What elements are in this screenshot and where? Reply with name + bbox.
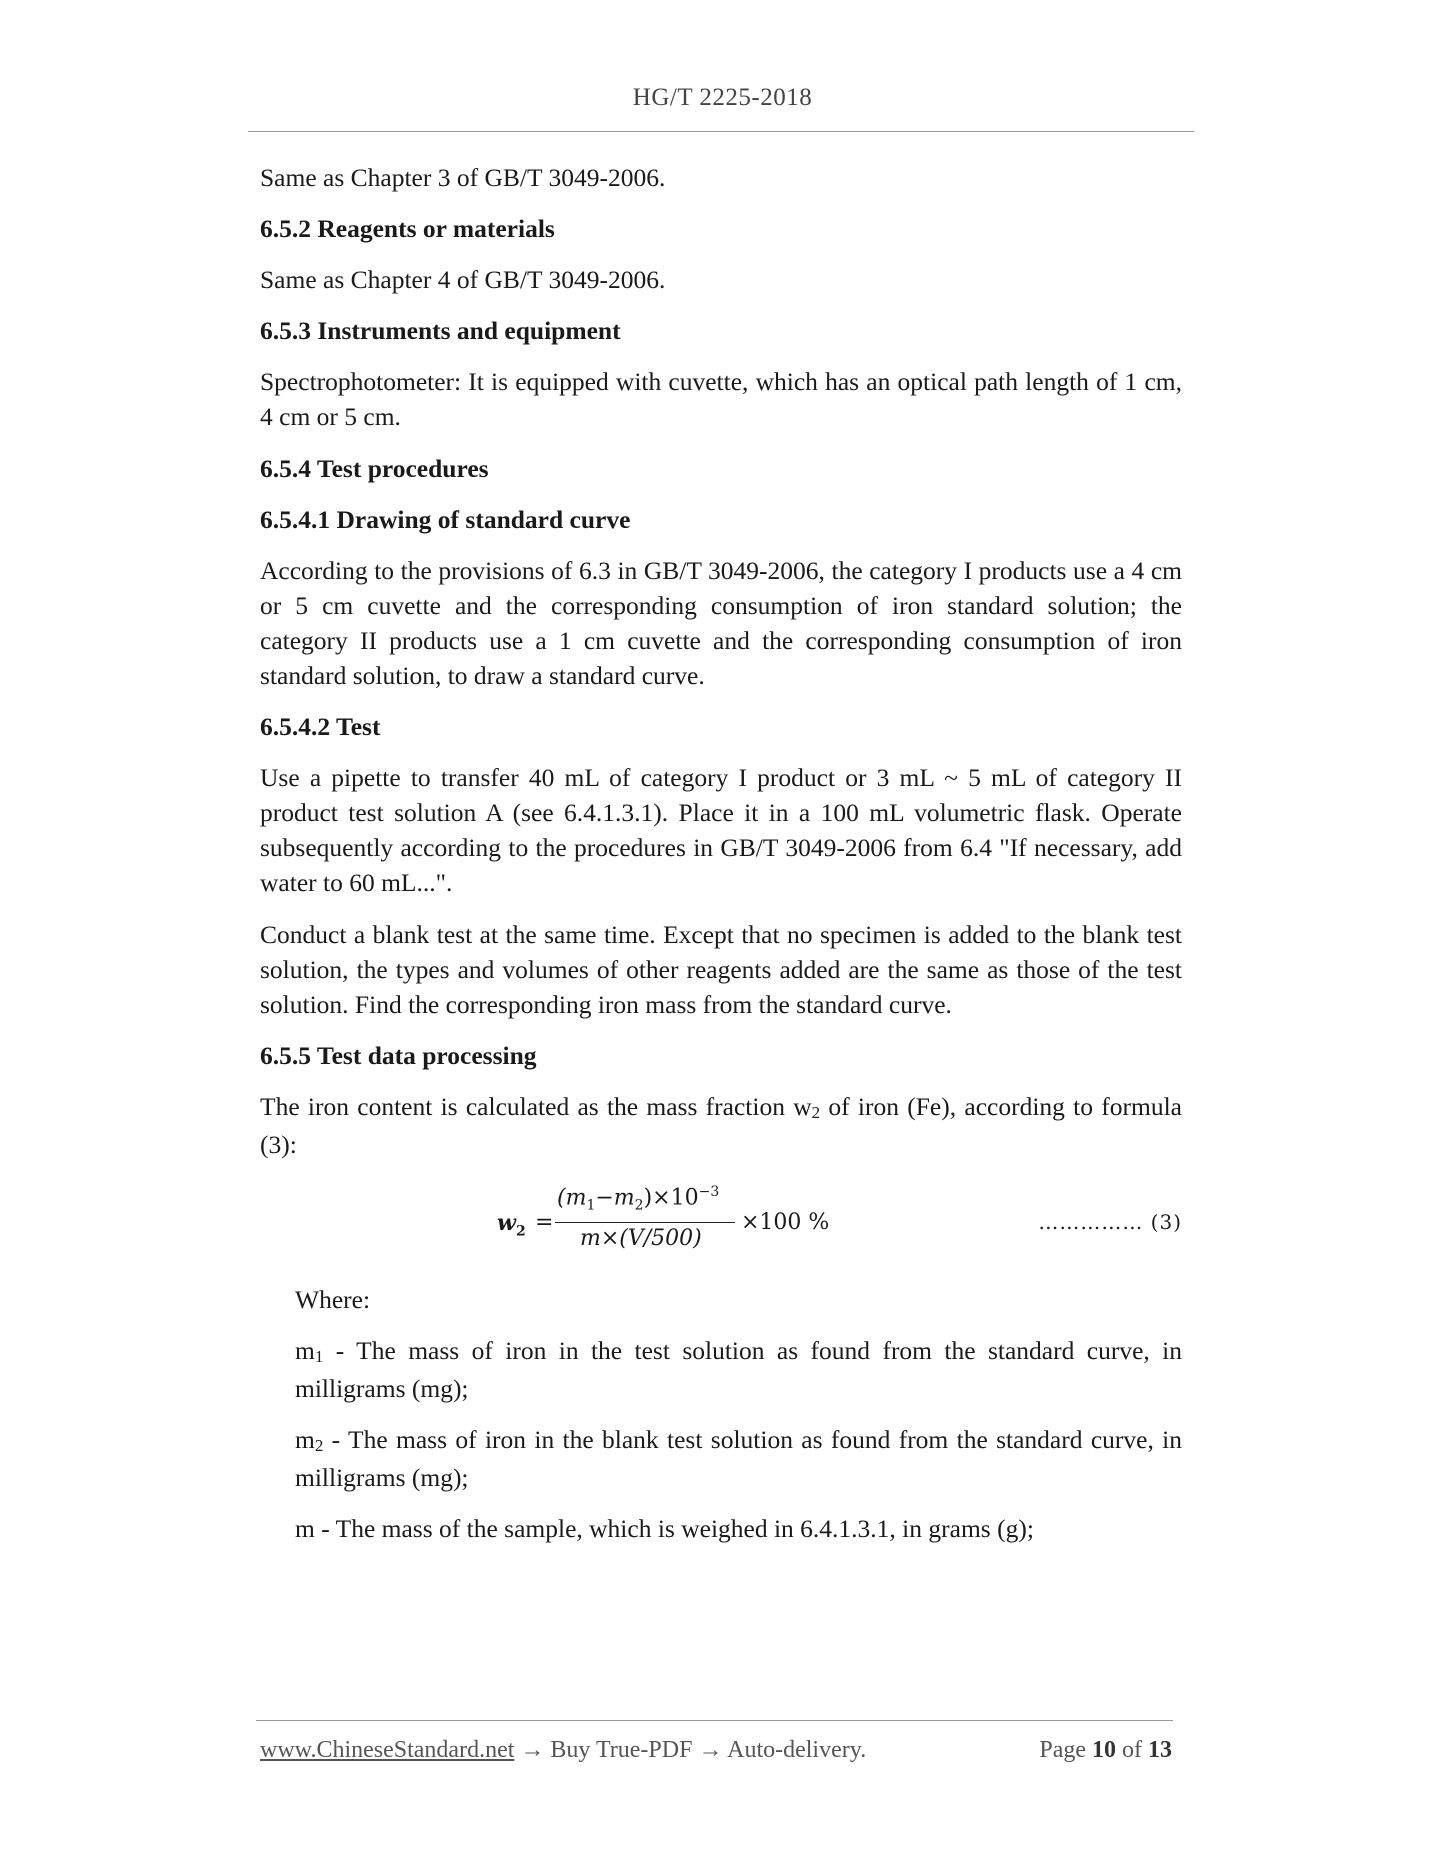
page-number: Page 10 of 13 (1039, 1737, 1172, 1763)
running-header: HG/T 2225-2018 (632, 84, 813, 111)
definition-m: m - The mass of the sample, which is weighed in 6.4.1.3.1, in grams (g); (295, 1514, 1034, 1543)
footer-divider (256, 1720, 1173, 1721)
definition-m2: m2 - The mass of iron in the blank test solution as found from the standard curve, in milligrams (mg); (295, 1425, 1182, 1492)
footer-tagline: → Buy True-PDF → Auto-delivery. (514, 1737, 867, 1763)
heading-6-5-4-1: 6.5.4.1 Drawing of standard curve (260, 505, 631, 534)
formula-3 (260, 1184, 1182, 1264)
formula-lhs: $w_2$ (497, 1210, 526, 1240)
formula-denominator: m×(V/500) (580, 1226, 702, 1251)
formula-number: …………… (3) (1038, 1210, 1182, 1234)
paragraph-test: Use a pipette to transfer 40 mL of category I product or 3 mL ~ 5 mL of category II product test solution A (see 6.4.1.3.1). Place it in a 100 mL volumetric flask. Operate subsequently according to the procedures in GB/T 3049-2006 from 6.4 "If necessary, add water to 60 mL...". (260, 763, 1182, 897)
paragraph-iron-content: The iron content is calculated as the mass fraction w2 of iron (Fe), according to formula (3): (260, 1092, 1183, 1159)
heading-6-5-4-2: 6.5.4.2 Test (260, 712, 381, 741)
definition-m1: m1 - The mass of iron in the test solution as found from the standard curve, in milligrams (mg); (295, 1336, 1182, 1403)
paragraph-chapter3: Same as Chapter 3 of GB/T 3049-2006. (260, 163, 666, 192)
where-label: Where: (295, 1285, 371, 1314)
heading-6-5-3: 6.5.3 Instruments and equipment (260, 316, 621, 345)
paragraph-spectrophotometer: Spectrophotometer: It is equipped with cuvette, which has an optical path length of 1 cm, 4 cm or 5 cm. (260, 367, 1182, 431)
heading-6-5-4: 6.5.4 Test procedures (260, 454, 489, 483)
formula-multiplier: ×100 % (741, 1210, 830, 1235)
paragraph-chapter4: Same as Chapter 4 of GB/T 3049-2006. (260, 265, 666, 294)
formula-numerator: $(m_1-m_2)\times 10^{-3}$ (557, 1184, 720, 1214)
paragraph-standard-curve: According to the provisions of 6.3 in GB/T 3049-2006, the category I products use a 4 cm or 5 cm cuvette and the corresponding consumption of iron standard solution; the category II products use a 1 cm cuvette and the corresponding consumption of iron standard solution, to draw a standard curve. (260, 556, 1182, 690)
formula-fraction-bar (555, 1222, 735, 1223)
heading-6-5-2: 6.5.2 Reagents or materials (260, 214, 555, 243)
page-content (260, 160, 1182, 1546)
header-divider (248, 131, 1194, 132)
heading-6-5-5: 6.5.5 Test data processing (260, 1041, 537, 1070)
formula-expression (497, 1184, 897, 1264)
site-link[interactable]: www.ChineseStandard.net (260, 1737, 515, 1763)
paragraph-blank-test: Conduct a blank test at the same time. Except that no specimen is added to the blank test solution, the types and volumes of other reagents added are the same as those of the test solution. Find the corresponding iron mass from the standard curve. (260, 920, 1182, 1019)
footer-promo (260, 1737, 866, 1764)
formula-equals: = (535, 1210, 554, 1235)
